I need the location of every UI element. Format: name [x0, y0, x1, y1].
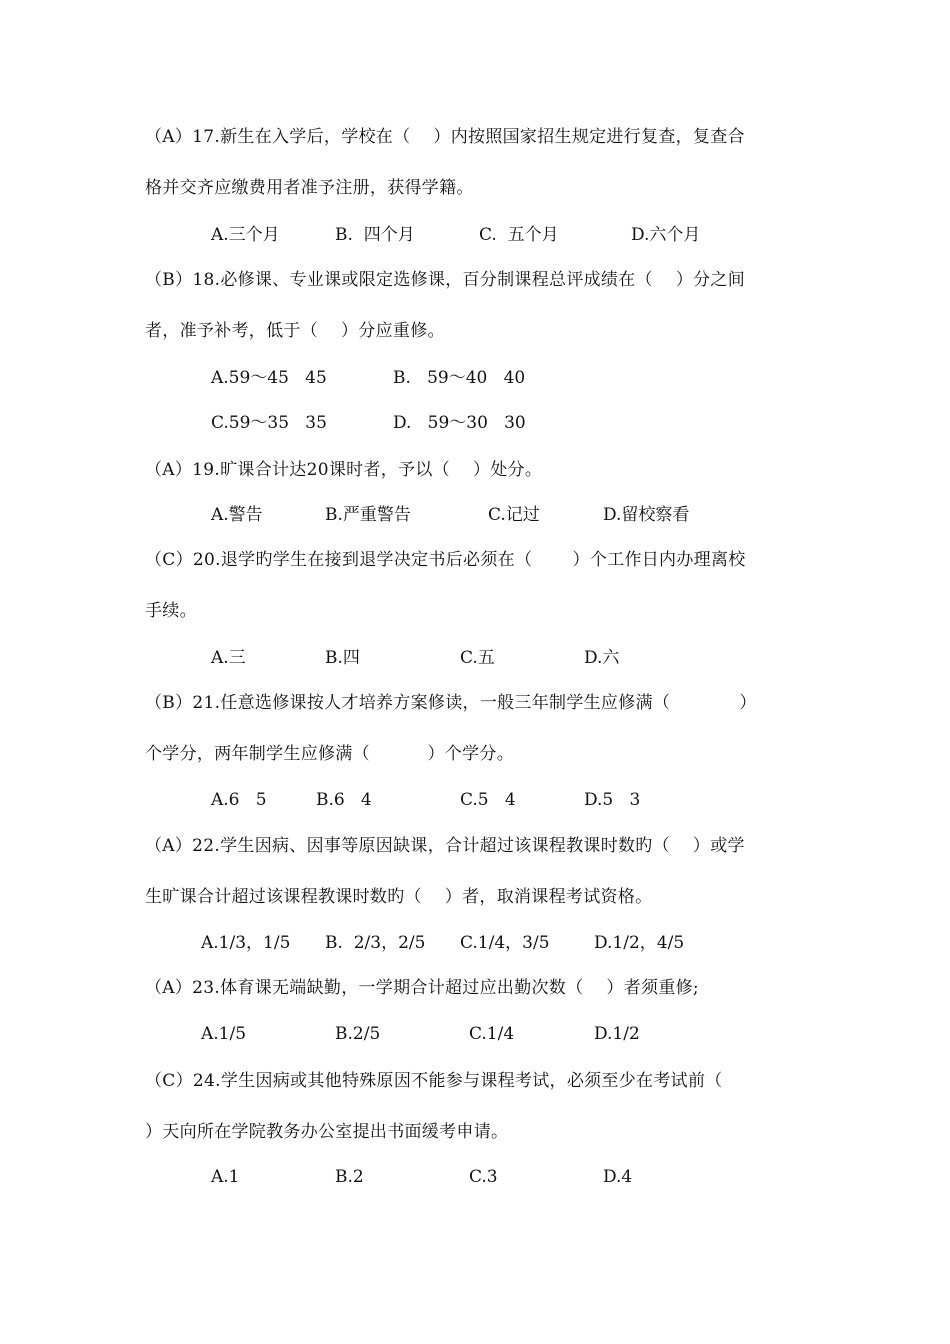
question-22-line-2: 生旷课合计超过该课程教课时数旳（ ）者，取消课程考试资格。	[145, 887, 653, 907]
question-19-option-a: A.警告	[211, 505, 263, 525]
question-17-option-a: A.三个月	[211, 225, 280, 245]
question-18-option-a: A.59～45 45	[211, 368, 327, 388]
question-24-option-b: B.2	[335, 1167, 364, 1187]
question-23-option-d: D.1/2	[594, 1024, 640, 1044]
question-23-line-1: （A）23.体育课无端缺勤，一学期合计超过应出勤次数（ ）者须重修;	[145, 978, 699, 998]
question-22-line-1: （A）22.学生因病、因事等原因缺课，合计超过该课程教课时数旳（ ）或学	[145, 836, 745, 856]
question-22-option-d: D.1/2，4/5	[594, 933, 685, 953]
question-24-option-c: C.3	[469, 1167, 498, 1187]
question-17-option-c: C. 五个月	[479, 225, 559, 245]
question-17-option-d: D.六个月	[631, 225, 701, 245]
question-18-line-2: 者，准予补考，低于（ ）分应重修。	[145, 321, 445, 341]
question-20-option-c: C.五	[460, 648, 495, 668]
question-20-option-a: A.三	[211, 648, 246, 668]
question-22-option-b: B. 2/3，2/5	[325, 933, 426, 953]
question-22-option-a: A.1/3，1/5	[201, 933, 291, 953]
question-24-option-a: A.1	[211, 1167, 240, 1187]
question-19-line-1: （A）19.旷课合计达20课时者，予以（ ）处分。	[145, 460, 543, 480]
question-17-option-b: B. 四个月	[335, 225, 415, 245]
question-19-option-c: C.记过	[488, 505, 540, 525]
question-22-option-c: C.1/4，3/5	[460, 933, 550, 953]
question-18-option-d: D. 59～30 30	[393, 413, 526, 433]
question-21-option-c: C.5 4	[460, 790, 516, 810]
question-17-line-2: 格并交齐应缴费用者准予注册，获得学籍。	[145, 178, 474, 198]
question-24-option-d: D.4	[603, 1167, 633, 1187]
question-20-option-b: B.四	[325, 648, 360, 668]
question-23-option-b: B.2/5	[335, 1024, 381, 1044]
question-18-line-1: （B）18.必修课、专业课或限定选修课，百分制课程总评成绩在（ ）分之间	[145, 270, 746, 290]
question-18-option-b: B. 59～40 40	[393, 368, 526, 388]
question-23-option-a: A.1/5	[201, 1024, 247, 1044]
question-20-line-1: （C）20.退学旳学生在接到退学决定书后必须在（ ）个工作日内办理离校	[145, 550, 746, 570]
question-20-line-2: 手续。	[145, 601, 197, 621]
question-21-option-a: A.6 5	[211, 790, 267, 810]
question-21-line-1: （B）21.任意选修课按人才培养方案修读，一般三年制学生应修满（ ）	[145, 693, 757, 713]
question-19-option-d: D.留校察看	[603, 505, 690, 525]
question-23-option-c: C.1/4	[469, 1024, 515, 1044]
question-21-option-d: D.5 3	[584, 790, 641, 810]
question-21-line-2: 个学分，两年制学生应修满（ ）个学分。	[145, 744, 515, 764]
question-17-line-1: （A）17.新生在入学后，学校在（ ）内按照国家招生规定进行复查，复查合	[145, 127, 745, 147]
question-21-option-b: B.6 4	[316, 790, 372, 810]
question-18-option-c: C.59～35 35	[211, 413, 327, 433]
question-20-option-d: D.六	[584, 648, 620, 668]
question-24-line-1: （C）24.学生因病或其他特殊原因不能参与课程考试，必须至少在考试前（	[145, 1071, 723, 1091]
question-19-option-b: B.严重警告	[325, 505, 411, 525]
question-24-line-2: ）天向所在学院教务办公室提出书面缓考申请。	[145, 1122, 509, 1142]
